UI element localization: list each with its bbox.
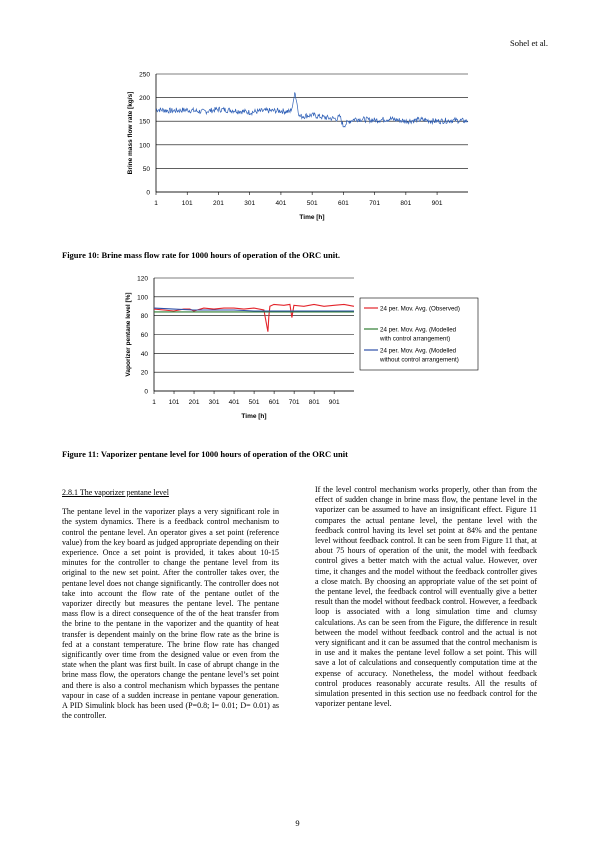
x-tick-label: 201 (188, 399, 200, 406)
x-tick-label: 401 (275, 200, 287, 207)
x-axis-label: Time [h] (241, 413, 267, 420)
y-tick-label: 80 (140, 313, 148, 321)
y-axis-label: Vaporizer pentane level [%] (125, 292, 132, 377)
x-tick-label: 801 (308, 399, 320, 406)
x-tick-label: 501 (306, 200, 318, 207)
series-line-0 (154, 304, 354, 331)
x-tick-label: 1 (152, 399, 156, 406)
figure-10-caption: Figure 10: Brine mass flow rate for 1000 hours of operation of the ORC unit. (62, 250, 341, 260)
legend-label-1: with control arrangement) (380, 335, 451, 343)
x-tick-label: 601 (337, 200, 349, 207)
y-tick-label: 250 (139, 71, 150, 79)
running-header-author: Sohel et al. (509, 38, 548, 48)
figure-11-svg (120, 268, 490, 428)
figure-10-chart (120, 62, 490, 232)
y-tick-label: 100 (139, 142, 150, 150)
legend-label-2: 24 per. Mov. Avg. (Modelled (380, 347, 457, 355)
x-tick-label: 301 (208, 399, 220, 406)
page-number: 9 (295, 818, 300, 828)
left-text-column (62, 488, 279, 730)
x-tick-label: 101 (181, 200, 193, 207)
x-tick-label: 401 (228, 399, 240, 406)
figure-10-svg (120, 62, 490, 232)
legend-label-2: without control arrangement) (380, 356, 459, 364)
y-tick-label: 40 (140, 350, 148, 358)
y-tick-label: 200 (139, 95, 150, 103)
x-tick-label: 701 (369, 200, 381, 207)
x-tick-label: 901 (431, 200, 443, 207)
right-text-column (315, 485, 537, 718)
y-tick-label: 150 (139, 118, 150, 126)
x-tick-label: 501 (248, 399, 260, 406)
right-paragraph: If the level control mechanism works properly, other than from the effect of sudden change in brine mass flow, the pentane level in the vaporizer can be assumed to have an insignificant effect. Figure 11 compares the actual pentane level, the pentane level with the feedback control having its level set point at 84% and the pentane level without feedback control. It can be seen from Figure 11 that, at about 75 hours of operation of the unit, the model with feedback control gives a better match with the actual value. However, over time, it changes and the model without the feedback controller gives a close match. By choosing an appropriate value of the set point of the pentane level, the feedback control will eventually give a better result than the model without feedback control. However, a feedback loop is associated with a long simulation time and clumsy calculations. As can be seen from the Figure, the difference in result between the model without feedback control and the actual is not very significant and it can be assumed that the control mechanism is in use and it makes the pentane level follow a set point. This will save a lot of calculations and consequently computation time at the expense of accuracy. Nonetheless, the model without feedback control produces reasonably accurate results. All the results of simulation presented in this section use no feedback control for the vaporizer pentane level. (315, 485, 537, 709)
y-tick-label: 100 (137, 294, 148, 302)
x-tick-label: 901 (328, 399, 340, 406)
y-tick-label: 50 (142, 165, 150, 173)
x-tick-label: 201 (213, 200, 224, 207)
y-tick-label: 60 (140, 332, 148, 339)
figure-11-chart (120, 268, 490, 428)
x-axis-label: Time [h] (299, 214, 325, 221)
x-tick-label: 101 (168, 399, 180, 406)
y-axis-label: Brine mass flow rate [kg/s] (127, 91, 134, 175)
y-tick-label: 20 (140, 369, 148, 377)
x-tick-label: 601 (268, 399, 280, 406)
x-tick-label: 1 (154, 200, 158, 207)
legend-label-0: 24 per. Mov. Avg. (Observed) (380, 305, 460, 313)
figure-11-caption: Figure 11: Vaporizer pentane level for 1000 hours of operation of the ORC unit (62, 449, 348, 459)
x-tick-label: 701 (288, 399, 300, 406)
legend-label-1: 24 per. Mov. Avg. (Modelled (380, 326, 457, 334)
y-tick-label: 0 (146, 189, 150, 197)
section-title: 2.8.1 The vaporizer pentane level (62, 488, 169, 497)
y-tick-label: 0 (144, 388, 148, 396)
x-tick-label: 301 (244, 200, 256, 207)
x-tick-label: 801 (400, 200, 412, 207)
y-tick-label: 120 (137, 275, 148, 283)
left-paragraph: The pentane level in the vaporizer plays a very significant role in the system dynamics. There is a feedback control mechanism to control the pentane level. An operator gives a set point (reference value) from the key board as judged appropriate depending on their experience. Once a set point is provided, it takes about 10-15 minutes for the controller to change the pentane level from its original to the new set point. After the controller takes over, the pentane level does not change significantly. The controller does not take into account the flow rate of the pentane outlet of the vaporizer directly but measures the pentane level. The pentane mass flow is a direct consequence of the of the heat transfer from the brine to the pentane in the vaporizer and the quantity of heat transfer is dependent mainly on the brine flow rate as the brine is fed at a constant temperature. The brine flow rate has changed significantly over time from the designed value or even from the state when the plant was first built. In case of abrupt change in the brine mass flow, the operators change the pentane level’s set point and there is also a control mechanism which bypasses the pentane vapour in case of a sudden increase in pentane vapour generation. A PID Simulink block has been used (P=0.8; I= 0.01; D= 0.01) as the controller. (62, 507, 279, 721)
